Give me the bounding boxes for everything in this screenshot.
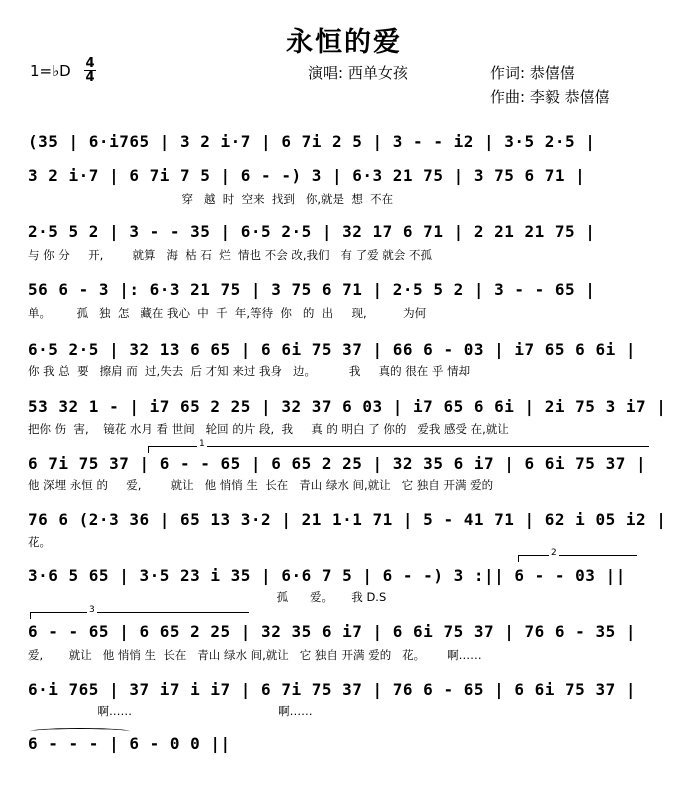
singer-credit: 演唱: 西单女孩 — [308, 64, 408, 82]
score-line-9-lyrics: 孤 爱。 我 D.S — [28, 590, 387, 604]
first-ending-bracket: 1 — [148, 446, 649, 453]
score-line-10-notes: 6 - - 65 | 6 65 2 25 | 32 35 6 i7 | 6 6i 75 37 | 76 6 - 35 | — [28, 622, 636, 641]
score-line-9-notes: 3·6 5 65 | 3·5 23 i 35 | 6·6 7 5 | 6 - -) 3 :|| 6 - - 03 || — [28, 566, 626, 585]
score-line-3-notes: 2·5 5 2 | 3 - - 35 | 6·5 2·5 | 32 17 6 71 | 2 21 21 75 | — [28, 222, 596, 241]
score-line-4-lyrics: 单。 孤 独 怎 藏在 我心 中 千 年,等待 你 的 出 现, 为何 — [28, 306, 427, 320]
third-ending-bracket: 3 — [30, 612, 249, 619]
time-signature-top: 4 — [85, 56, 95, 71]
score-line-3-lyrics: 与 你 分 开, 就算 海 枯 石 烂 情也 不会 改,我们 有 了爱 就会 不孤 — [28, 248, 432, 262]
second-ending-bracket: 2 — [518, 555, 637, 562]
score-line-10-lyrics: 爱, 就让 他 悄悄 生 长在 青山 绿水 间,就让 它 独自 开满 爱的 花。 啊…… — [28, 648, 482, 662]
score-line-2-notes: 3 2 i·7 | 6 7i 7 5 | 6 - -) 3 | 6·3 21 75 | 3 75 6 71 | — [28, 166, 586, 185]
score-line-5-notes: 6·5 2·5 | 32 13 6 65 | 6 6i 75 37 | 66 6 - 03 | i7 65 6 6i | — [28, 340, 636, 359]
score-line-7-lyrics: 他 深埋 永恒 的 爱, 就让 他 悄悄 生 长在 青山 绿水 间,就让 它 独自 开满 爱的 — [28, 478, 494, 492]
composer-credit: 作曲: 李毅 恭僖僖 — [490, 88, 610, 106]
score-line-11-lyrics: 啊…… 啊…… — [28, 704, 313, 718]
score-line-8-lyrics: 花。 — [28, 535, 51, 549]
score-line-5-lyrics: 你 我 总 要 擦肩 而 过,失去 后 才知 来过 我身 边。 我 真的 很在 乎 情却 — [28, 364, 471, 378]
score-line-8-notes: 76 6 (2·3 36 | 65 13 3·2 | 21 1·1 71 | 5 - 41 71 | 62 i 05 i2 | — [28, 510, 667, 529]
score-line-12-notes: 6 - - - | 6 - 0 0 || — [28, 734, 231, 753]
score-line-6-notes: 53 32 1 - | i7 65 2 25 | 32 37 6 03 | i7 65 6 6i | 2i 75 3 i7 | — [28, 397, 667, 416]
time-signature — [84, 57, 96, 84]
lyricist-credit: 作词: 恭僖僖 — [490, 64, 575, 82]
score-line-7-notes: 6 7i 75 37 | 6 - - 65 | 6 65 2 25 | 32 35 6 i7 | 6 6i 75 37 | — [28, 454, 647, 473]
score-line-4-notes: 56 6 - 3 |: 6·3 21 75 | 3 75 6 71 | 2·5 5 2 | 3 - - 65 | — [28, 280, 596, 299]
score-line-1-notes: (35 | 6·i765 | 3 2 i·7 | 6 7i 2 5 | 3 - - i2 | 3·5 2·5 | — [28, 132, 596, 151]
key-signature: 1=♭D — [30, 62, 71, 80]
score-line-11-notes: 6·i 765 | 37 i7 i i7 | 6 7i 75 37 | 76 6 - 65 | 6 6i 75 37 | — [28, 680, 636, 699]
score-line-6-lyrics: 把你 伤 害, 镜花 水月 看 世间 轮回 的片 段, 我 真 的 明白 了 你的 爱我 感受 在,就让 — [28, 422, 509, 436]
score-line-2-lyrics: 穿 越 时 空来 找到 你,就是 想 不在 — [28, 192, 394, 206]
time-signature-bottom: 4 — [85, 70, 95, 85]
song-title: 永恒的爱 — [286, 27, 402, 58]
